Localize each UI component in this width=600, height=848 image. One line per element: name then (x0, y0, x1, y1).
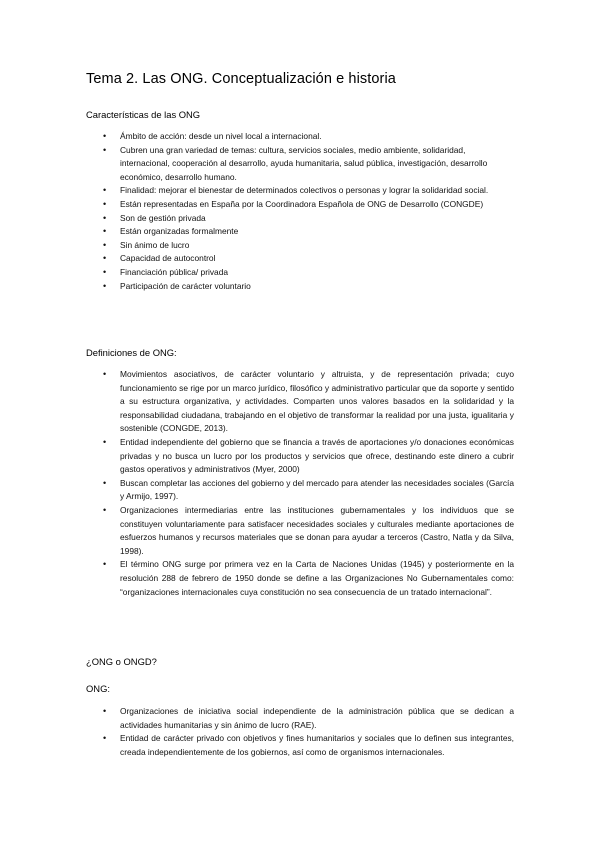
section-heading-ong: ONG: (86, 683, 110, 694)
list-item: • Son de gestión privada (86, 212, 514, 226)
list-item: • Ámbito de acción: desde un nivel local a internacional. (86, 130, 514, 144)
document-title: Tema 2. Las ONG. Conceptualización e historia (86, 71, 396, 87)
list-item: • Están representadas en España por la Coordinadora Española de ONG de Desarrollo (CONGDE) (86, 198, 514, 212)
section-heading-ong-ongd: ¿ONG o ONGD? (86, 656, 157, 667)
list-item: • Están organizadas formalmente (86, 225, 514, 239)
list-item: • Cubren una gran variedad de temas: cultura, servicios sociales, medio ambiente, solidaridad, internacional, cooperación al desarrollo, ayuda humanitaria, salud pública, investigación, desarrollo económico, desarrollo humano. (86, 144, 514, 185)
section-heading-definiciones: Definiciones de ONG: (86, 347, 177, 358)
list-item: • Organizaciones intermediarias entre las instituciones gubernamentales y los individuos que se constituyen voluntariamente para satisfacer necesidades sociales y culturales mediante aportaciones de esfuerzos humanos y recursos materiales que se donan para ayudar a terceros (Castro, Natla y da Silva, 1998). (86, 504, 514, 558)
list-item: • Movimientos asociativos, de carácter voluntario y altruista, y de representación privada; cuyo funcionamiento se rige por un marco jurídico, filosófico y administrativo particular que da soporte y sentido a su estructura organizativa, y actividades. Comparten unos valores basados en la solidaridad y la responsabilidad ciudadana, trabajando en el objetivo de transformar la realidad por una justa, igualitaria y sostenible (CONGDE, 2013). (86, 368, 514, 436)
list-item: • Buscan completar las acciones del gobierno y del mercado para atender las necesidades sociales (García y Armijo, 1997). (86, 477, 514, 504)
list-item: • Participación de carácter voluntario (86, 280, 514, 294)
caracteristicas-list (86, 130, 514, 293)
list-item: • Capacidad de autocontrol (86, 252, 514, 266)
list-item: • Finalidad: mejorar el bienestar de determinados colectivos o personas y lograr la solidaridad social. (86, 184, 514, 198)
list-item: • El término ONG surge por primera vez en la Carta de Naciones Unidas (1945) y posteriormente en la resolución 288 de febrero de 1950 donde se define a las Organizaciones No Gubernamentales como: “organizaciones internacionales cuya constitución no sea consecuencia de un tratado internacional”. (86, 558, 514, 599)
definiciones-list (86, 368, 514, 599)
list-item: • Organizaciones de iniciativa social independiente de la administración pública que se dedican a actividades humanitarias y sin ánimo de lucro (RAE). (86, 705, 514, 732)
list-item: • Sin ánimo de lucro (86, 239, 514, 253)
list-item: • Entidad de carácter privado con objetivos y fines humanitarios y sociales que lo definen sus integrantes, creada independientemente de los gobiernos, así como de organismos internacionales. (86, 732, 514, 759)
list-item: • Financiación pública/ privada (86, 266, 514, 280)
ong-list (86, 705, 514, 759)
list-item: • Entidad independiente del gobierno que se financia a través de aportaciones y/o donaciones económicas privadas y no busca un lucro por los productos y servicios que ofrece, destinando este dinero a cubrir gastos operativos y administrativos (Myer, 2000) (86, 436, 514, 477)
section-heading-caracteristicas: Características de las ONG (86, 109, 201, 120)
